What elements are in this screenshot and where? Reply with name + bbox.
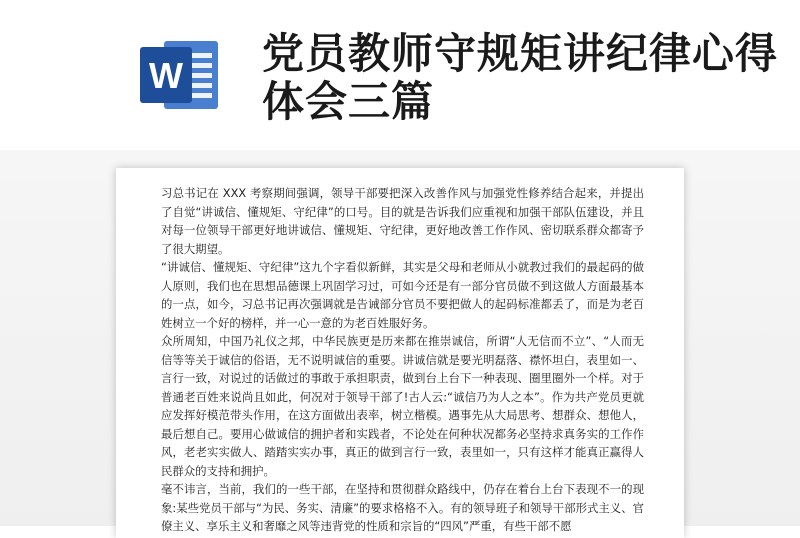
word-icon bbox=[138, 33, 222, 117]
paragraph-2: “讲诚信、懂规矩、守纪律”这九个字看似新鲜，其实是父母和老师从小就教过我们的最起码的做人原则，我们也在思想品德课上巩固学习过，可如今还是有一部分官员做不到这做人方面最基本的一点，如今，习总书记再次强调就是告诫部分官员不要把做人的起码标准都丢了，而是为老百姓树立一个好的榜样，并一心一意的为老百姓服好务。 bbox=[161, 260, 644, 330]
word-icon-letter: W bbox=[149, 55, 183, 96]
paragraph-1: 习总书记在 XXX 考察期间强调，领导干部要把深入改善作风与加强党性修养结合起来，并提出了自觉“讲诚信、懂规矩、守纪律”的口号。目的就是告诉我们应重视和加强干部队伍建设，并且对每一位领导干部更好地讲诚信、懂规矩、守纪律，更好地改善工作作风、密切联系群众都寄予了很大期望。 bbox=[161, 186, 644, 256]
paragraph-4: 毫不讳言，当前，我们的一些干部，在坚持和贯彻群众路线中，仍存在着台上台下表现不一的现象:某些党员干部与“为民、务实、清廉”的要求格格不入。有的领导班子和领导干部形式主义、官僚主义、享乐主义和奢靡之风等违背党的性质和宗旨的“四风”严重，有些干部不愿 bbox=[161, 482, 644, 533]
document-page bbox=[116, 168, 684, 538]
paragraph-3: 众所周知，中国乃礼仪之邦，中华民族更是历来都在推崇诚信，所谓“人无信而不立”、“人而无信等等关于诚信的俗语，无不说明诚信的重要。讲诚信就是要光明磊落、襟怀坦白，表里如一、言行一致，对说过的话做过的事敢于承担职责，做到台上台下一种表现、圈里圈外一个样。对于普通老百姓来说尚且如此，何况对于领导干部了!古人云:“诚信乃为人之本”。作为共产党员更就应发挥好模范带头作用，在这方面做出表率，树立楷模。遇事先从大局思考、想群众、想他人，最后想自己。要用心做诚信的拥护者和实践者，不论处在何种状况都务必坚持求真务实的工作作风，老老实实做人、踏踏实实办事，真正的做到言行一致，表里如一，只有这样才能真正赢得人民群众的支持和拥护。 bbox=[161, 334, 644, 478]
document-header bbox=[0, 0, 800, 150]
page-title: 党员教师守规矩讲纪律心得体会三篇 bbox=[262, 29, 779, 126]
document-body bbox=[161, 184, 644, 536]
